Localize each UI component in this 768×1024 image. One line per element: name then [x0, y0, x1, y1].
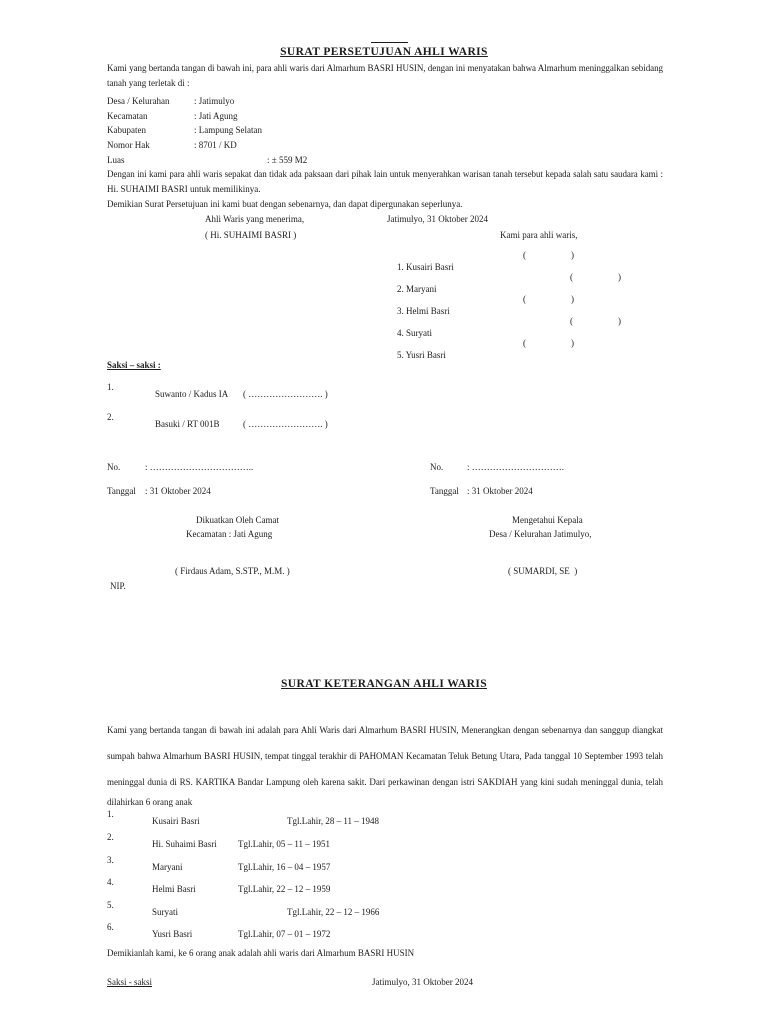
- witness-number: 1.: [107, 382, 114, 392]
- heir-signature-placeholder: ( ): [523, 294, 574, 304]
- witness-name: Suwanto / Kadus IA: [155, 389, 229, 399]
- camat-endorsement-line1: Dikuatkan Oleh Camat: [196, 515, 279, 525]
- child-number: 3.: [107, 855, 114, 865]
- field-value-nomor-hak: : 8701 / KD: [194, 140, 237, 150]
- witness-number: 2.: [107, 412, 114, 422]
- field-value-desa: : Jatimulyo: [194, 96, 235, 106]
- heir-signature-placeholder: ( ): [570, 316, 621, 326]
- heir-signature-placeholder: ( ): [523, 338, 574, 348]
- left-no-label: No.: [107, 462, 121, 472]
- doc1-intro-line1: Kami yang bertanda tangan di bawah ini, para ahli waris dari Almarhum BASRI HUSIN, dengan ini menyatakan bahwa Almarhum meninggalkan sebidang: [107, 63, 663, 73]
- doc1-agreement-line2: Hi. SUHAIMI BASRI untuk memilikinya.: [107, 184, 261, 194]
- right-no-value: : ………………………….: [467, 462, 565, 472]
- child-name: Kusairi Basri: [152, 816, 200, 826]
- doc1-closing: Demikian Surat Persetujuan ini kami buat dengan sebenarnya, dan dapat dipergunakan seperlunya.: [107, 199, 463, 209]
- heirs-label: Kami para ahli waris,: [500, 230, 578, 240]
- doc1-title: SURAT PERSETUJUAN AHLI WARIS: [280, 46, 488, 58]
- field-value-kecamatan: : Jati Agung: [194, 111, 238, 121]
- field-label-kecamatan: Kecamatan: [107, 111, 148, 121]
- field-label-kabupaten: Kabupaten: [107, 125, 146, 135]
- doc2-closing: Demikianlah kami, ke 6 orang anak adalah ahli waris dari Almarhum BASRI HUSIN: [107, 948, 415, 958]
- doc2-title: SURAT KETERANGAN AHLI WARIS: [280, 678, 488, 690]
- witness-signature-placeholder: ( ……………………. ): [243, 389, 328, 399]
- child-number: 6.: [107, 922, 114, 932]
- doc2-body-line2: sumpah bahwa Almarhum BASRI HUSIN, tempat tinggal terakhir di PAHOMAN Kecamatan Teluk Betung Utara, Pada tanggal 10 September 1993 telah: [107, 751, 663, 761]
- child-birthdate: Tgl.Lahir, 28 – 11 – 1948: [287, 816, 380, 826]
- right-no-label: No.: [430, 462, 444, 472]
- child-name: Yusri Basri: [152, 929, 193, 939]
- kepala-endorsement-line1: Mengetahui Kepala: [512, 515, 583, 525]
- right-date-value: : 31 Oktober 2024: [467, 486, 533, 496]
- camat-endorsement-line2: Kecamatan : Jati Agung: [186, 529, 273, 539]
- child-birthdate: Tgl.Lahir, 16 – 04 – 1957: [238, 862, 331, 872]
- child-name: Suryati: [152, 907, 178, 917]
- field-label-nomor-hak: Nomor Hak: [107, 140, 150, 150]
- left-no-value: : ……………………………..: [145, 462, 254, 472]
- doc2-body-line4: dilahirkan 6 orang anak: [107, 797, 193, 807]
- receiver-label: Ahli Waris yang menerima,: [205, 214, 305, 224]
- doc1-place-date: Jatimulyo, 31 Oktober 2024: [387, 214, 488, 224]
- doc2-body-line3: meninggal dunia di RS. KARTIKA Bandar Lampung oleh karena sakit. Dari perkawinan dengan istri SAKDIAH yang kini sudah meninggal dunia, telah: [107, 777, 663, 787]
- kepala-name: ( SUMARDI, SE ): [508, 566, 578, 576]
- child-name: Maryani: [152, 862, 183, 872]
- title-rule: [371, 42, 408, 43]
- kepala-endorsement-line2: Desa / Kelurahan Jatimulyo,: [489, 529, 592, 539]
- child-number: 5.: [107, 900, 114, 910]
- child-number: 4.: [107, 877, 114, 887]
- child-birthdate: Tgl.Lahir, 05 – 11 – 1951: [238, 839, 331, 849]
- witness-name: Basuki / RT 001B: [155, 419, 220, 429]
- child-number: 1.: [107, 809, 114, 819]
- heir-item: 2. Maryani: [397, 284, 437, 294]
- witness-heading: Saksi – saksi :: [107, 360, 161, 370]
- heir-item: 3. Helmi Basri: [397, 306, 450, 316]
- heir-signature-placeholder: ( ): [523, 250, 574, 260]
- nip-label: NIP.: [110, 581, 126, 591]
- heir-item: 1. Kusairi Basri: [397, 262, 454, 272]
- child-birthdate: Tgl.Lahir, 22 – 12 – 1959: [238, 884, 331, 894]
- child-birthdate: Tgl.Lahir, 07 – 01 – 1972: [238, 929, 331, 939]
- field-value-luas: : ± 559 M2: [267, 155, 308, 165]
- right-date-label: Tanggal: [430, 486, 459, 496]
- left-date-label: Tanggal: [107, 486, 136, 496]
- child-name: Helmi Basri: [152, 884, 196, 894]
- doc2-place-date: Jatimulyo, 31 Oktober 2024: [372, 977, 473, 987]
- camat-name: ( Firdaus Adam, S.STP., M.M. ): [175, 566, 290, 576]
- child-number: 2.: [107, 832, 114, 842]
- child-birthdate: Tgl.Lahir, 22 – 12 – 1966: [287, 907, 380, 917]
- field-label-desa: Desa / Kelurahan: [107, 96, 170, 106]
- doc1-intro-line2: tanah yang terletak di :: [107, 78, 190, 88]
- field-value-kabupaten: : Lampung Selatan: [194, 125, 262, 135]
- heir-item: 4. Suryati: [397, 328, 432, 338]
- doc1-agreement-line1: Dengan ini kami para ahli waris sepakat dan tidak ada paksaan dari pihak lain untuk menyerahkan warisan tanah tersebut kepada salah satu saudara kami :: [107, 169, 663, 179]
- witness-signature-placeholder: ( ……………………. ): [243, 419, 328, 429]
- receiver-name: ( Hi. SUHAIMI BASRI ): [205, 230, 297, 240]
- doc2-witness-heading: Saksi - saksi: [107, 977, 152, 987]
- doc2-body-line1: Kami yang bertanda tangan di bawah ini adalah para Ahli Waris dari Almarhum BASRI HUSIN, Menerangkan dengan sebenarnya dan sanggup diangkat: [107, 725, 663, 735]
- heir-item: 5. Yusri Basri: [397, 350, 446, 360]
- heir-row: [388, 337, 668, 385]
- heir-signature-placeholder: ( ): [570, 272, 621, 282]
- field-label-luas: Luas: [107, 155, 125, 165]
- child-name: Hi. Suhaimi Basri: [152, 839, 217, 849]
- left-date-value: : 31 Oktober 2024: [145, 486, 211, 496]
